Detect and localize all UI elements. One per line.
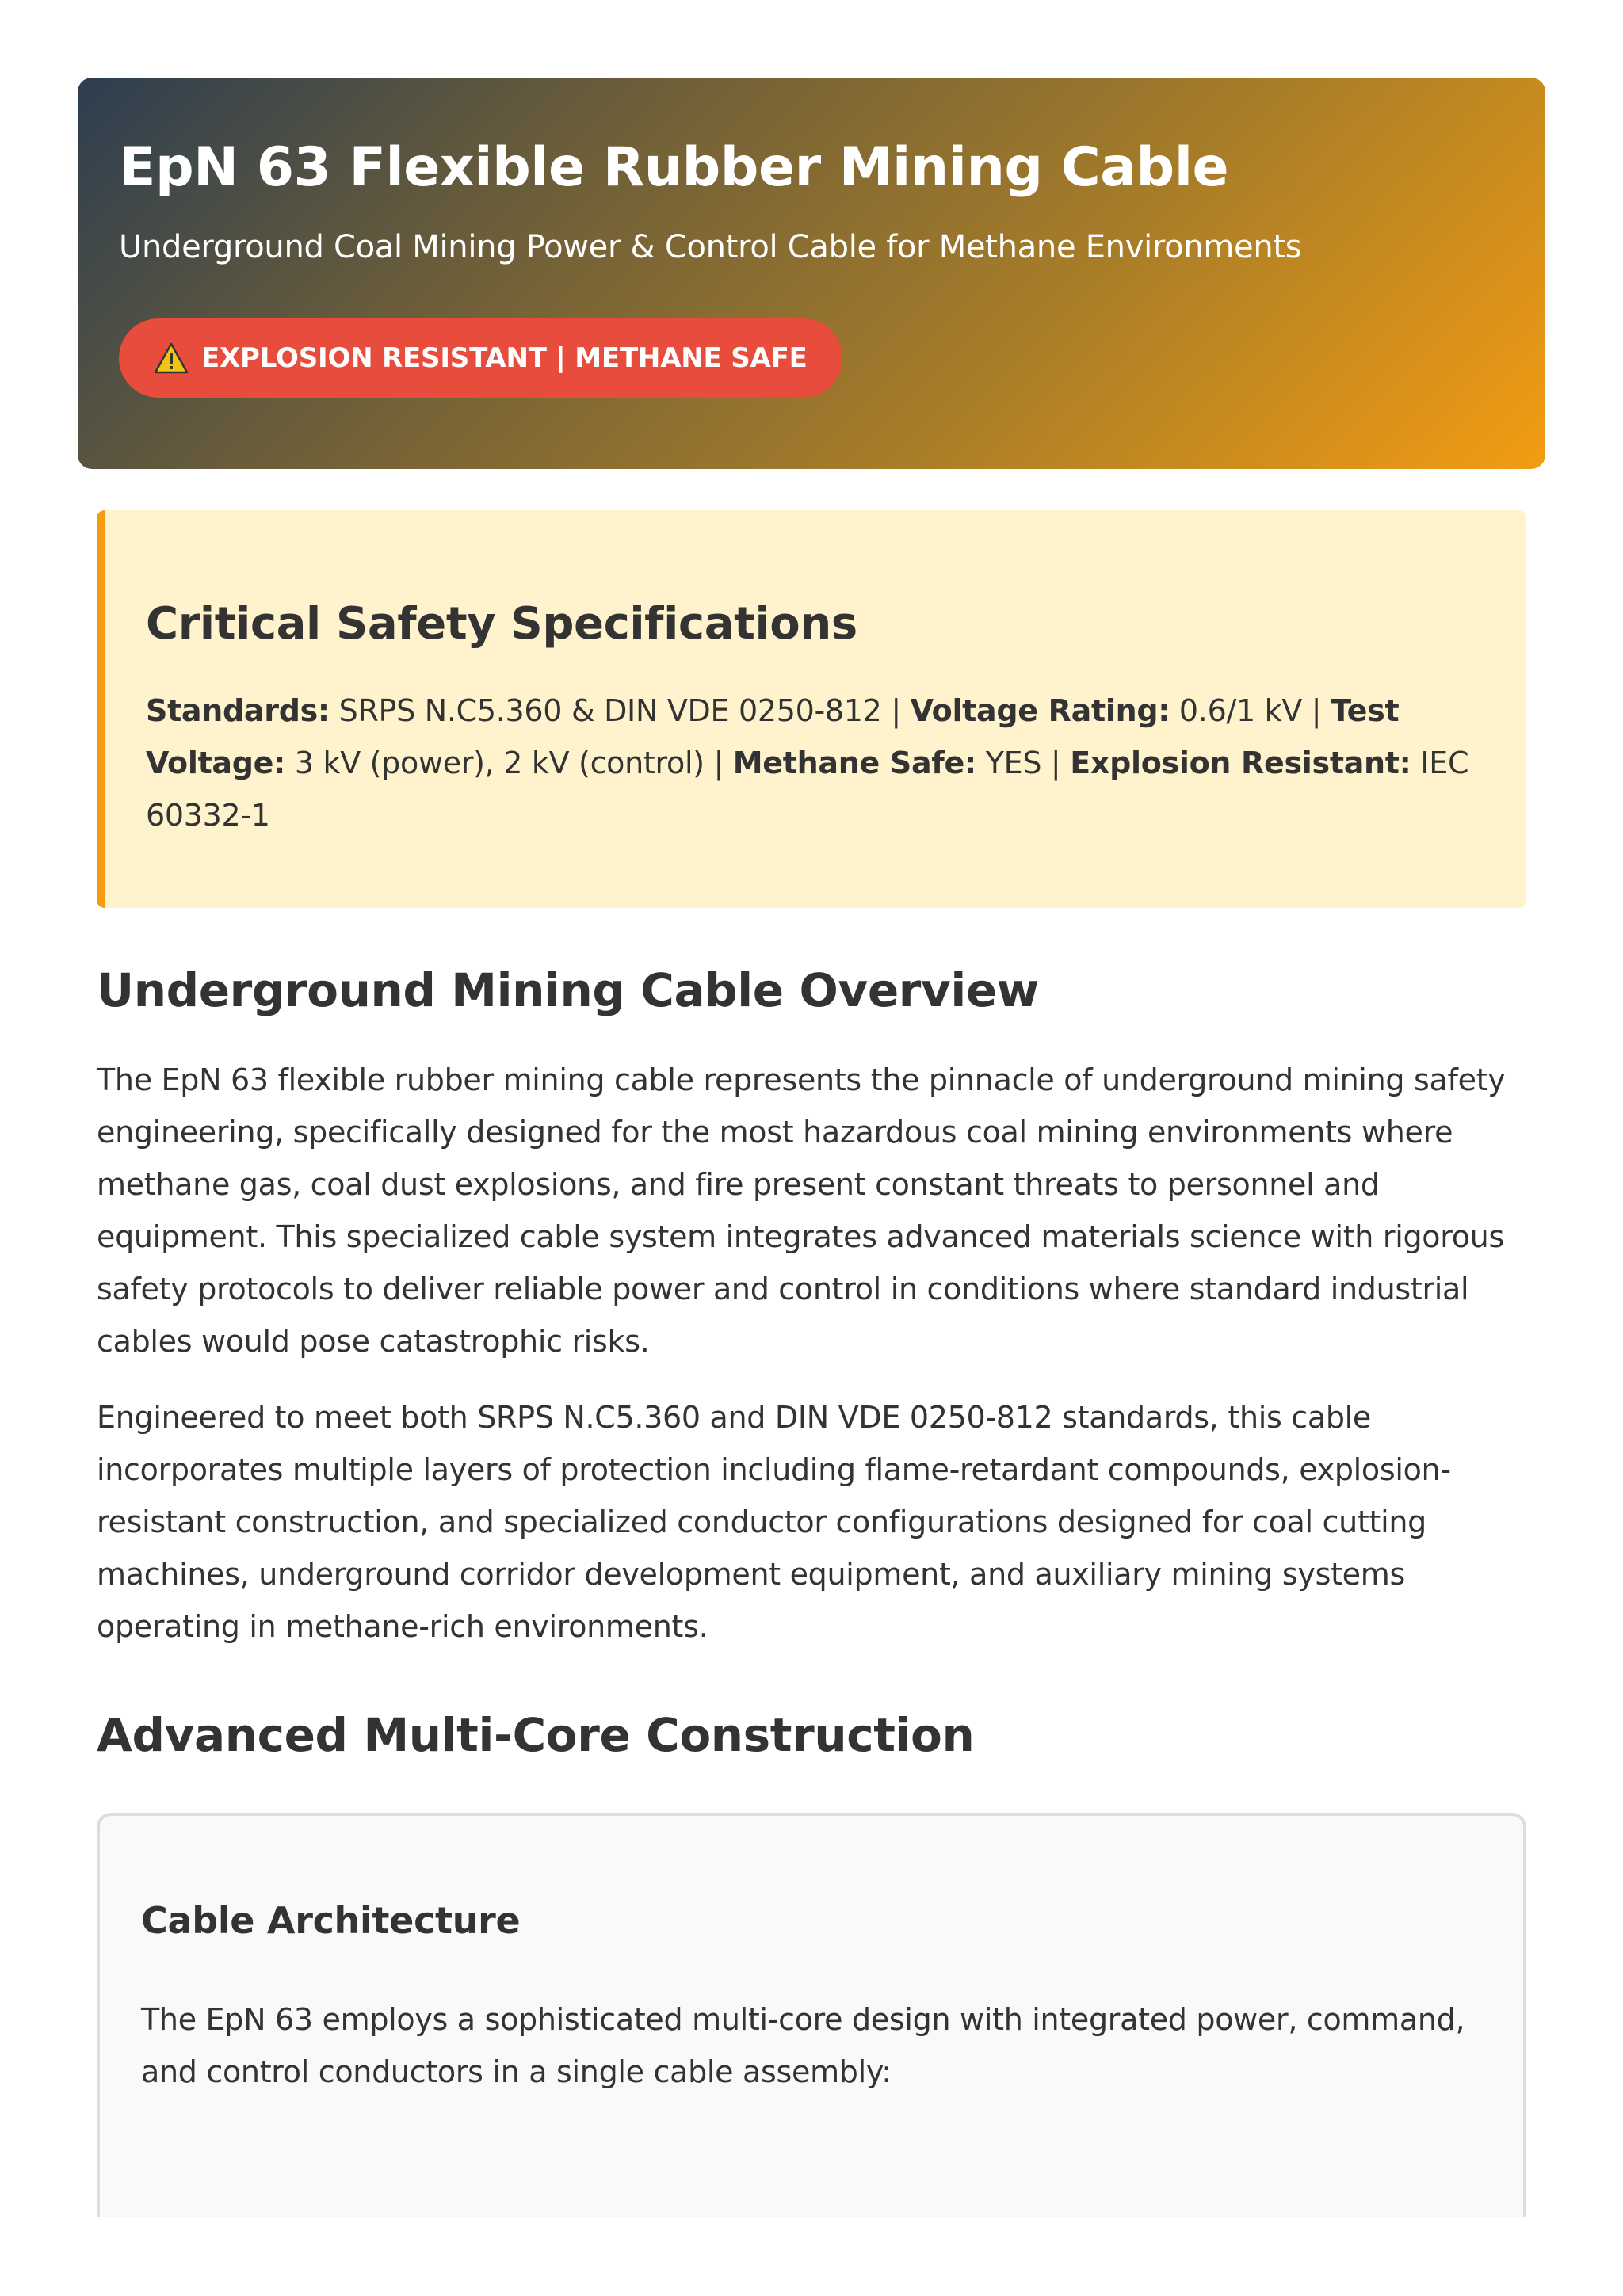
warning-icon <box>154 342 189 374</box>
spec-value: 0.6/1 kV <box>1170 693 1303 728</box>
spec-value: IEC 60332-1 <box>146 746 1469 833</box>
safety-badge-label: EXPLOSION RESISTANT | METHANE SAFE <box>201 342 808 374</box>
safety-specs <box>146 685 1487 841</box>
safety-title: Critical Safety Specifications <box>146 598 857 650</box>
safety-badge <box>119 318 842 398</box>
overview-heading: Underground Mining Cable Overview <box>97 963 1039 1017</box>
spec-value: YES <box>976 746 1042 780</box>
page <box>78 78 1545 2217</box>
spec-label: Test Voltage: <box>146 693 1400 780</box>
page-subtitle: Underground Coal Mining Power & Control Cable for Methane Environments <box>119 229 1302 265</box>
hero-banner <box>78 78 1545 469</box>
card-text: The EpN 63 employs a sophisticated multi-core design with integrated power, command, and control conductors in a single cable assembly: <box>141 2002 1465 2089</box>
spec-value: SRPS N.C5.360 & DIN VDE 0250-812 <box>329 693 882 728</box>
spec-label: Explosion Resistant: <box>1070 746 1411 780</box>
construction-heading: Advanced Multi-Core Construction <box>97 1708 975 1762</box>
spec-label: Standards: <box>146 693 330 728</box>
spec-separator: | <box>1302 693 1331 728</box>
main-content <box>97 962 1526 2217</box>
spec-separator: | <box>1041 746 1071 780</box>
spec-separator: | <box>881 693 911 728</box>
spec-separator: | <box>704 746 733 780</box>
safety-specifications-box <box>97 510 1526 908</box>
card-title: Cable Architecture <box>141 1899 521 1942</box>
spec-value: 3 kV (power), 2 kV (control) <box>285 746 705 780</box>
cable-architecture-card <box>97 1813 1526 2217</box>
overview-paragraph-2: Engineered to meet both SRPS N.C5.360 and DIN VDE 0250-812 standards, this cable incorporates multiple layers of protection including flame-retardant compounds, explosion-resistant construction, and specialized conductor configurations designed for coal cutting machines, underground corridor development equipment, and auxiliary mining systems operating in methane-rich environments. <box>97 1400 1451 1644</box>
spec-label: Voltage Rating: <box>910 693 1170 728</box>
page-title: EpN 63 Flexible Rubber Mining Cable <box>119 136 1229 199</box>
overview-paragraph-1: The EpN 63 flexible rubber mining cable represents the pinnacle of underground mining safety engineering, specifically designed for the most hazardous coal mining environments where methane gas, coal dust explosions, and fire present constant threats to personnel and equipment. This specialized cable system integrates advanced materials science with rigorous safety protocols to deliver reliable power and control in conditions where standard industrial cables would pose catastrophic risks. <box>97 1062 1506 1359</box>
spec-label: Methane Safe: <box>732 746 976 780</box>
